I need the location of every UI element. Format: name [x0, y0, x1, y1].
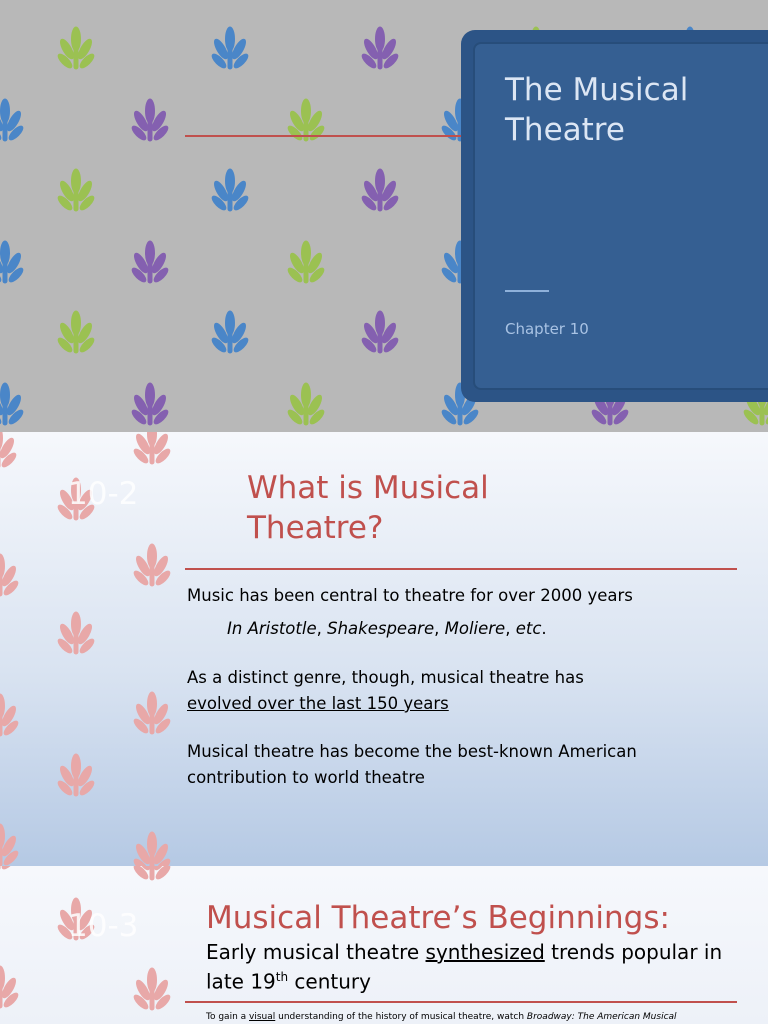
- example-shakespeare: Shakespeare: [327, 619, 435, 638]
- example-aristotle: In Aristotle: [227, 619, 317, 638]
- body-text: century: [288, 969, 371, 994]
- green-leaf-icon: [56, 27, 96, 70]
- body-text: Early musical theatre: [206, 940, 426, 964]
- purple-leaf-icon: [360, 311, 400, 354]
- title-rule: [185, 568, 737, 570]
- blue-leaf-icon: [0, 383, 25, 426]
- bullet-american-contribution: Musical theatre has become the best-known American contribution to world theatre: [187, 742, 637, 787]
- slide-number: 10-3: [68, 908, 139, 944]
- blue-leaf-icon: [0, 241, 25, 284]
- pink-leaf-icon: [132, 544, 172, 587]
- note-underlined: visual: [249, 1012, 276, 1022]
- content-slide-beginnings: [0, 866, 768, 1024]
- purple-leaf-icon: [360, 169, 400, 212]
- title-slide: [0, 0, 768, 432]
- separator: ,: [434, 619, 445, 638]
- slide-title: Musical Theatre’s Beginnings:: [206, 900, 670, 936]
- note-text: To gain a: [206, 1012, 250, 1022]
- blue-leaf-icon: [210, 169, 250, 212]
- purple-leaf-icon: [130, 383, 170, 426]
- ordinal-suffix: th: [275, 970, 289, 984]
- pink-leaf-icon: [0, 866, 18, 871]
- green-leaf-icon: [286, 241, 326, 284]
- pink-leaf-icon: [56, 754, 96, 797]
- bullet-music-central: Music has been central to theatre for over 2000 years: [187, 586, 633, 605]
- slide-number: 10-2: [68, 476, 139, 512]
- pink-leaf-icon: [132, 432, 172, 465]
- separator: ,: [316, 619, 328, 638]
- body-underlined: synthesized: [425, 940, 545, 964]
- period: .: [541, 619, 547, 638]
- note-film-title: Broadway: The American Musical: [526, 1012, 677, 1022]
- content-slide-what-is-musical-theatre: [0, 432, 768, 866]
- purple-leaf-icon: [360, 27, 400, 70]
- pink-leaf-icon: [132, 968, 172, 1011]
- pink-leaf-icon: [0, 432, 18, 469]
- title-accent-line: [185, 135, 465, 137]
- body-text: trends popular in late 19: [206, 940, 723, 994]
- note-text: understanding of the history of musical theatre, watch: [275, 1012, 527, 1022]
- viewing-note: [206, 1012, 677, 1022]
- bullet-synthesized: [206, 940, 746, 995]
- green-leaf-icon: [56, 169, 96, 212]
- blue-leaf-icon: [210, 311, 250, 354]
- genre-underlined-text: evolved over the last 150 years: [187, 694, 449, 713]
- example-etc: etc: [515, 619, 542, 638]
- title-divider: [505, 290, 549, 292]
- pink-leaf-icon: [132, 832, 172, 866]
- blue-leaf-icon: [210, 27, 250, 70]
- bullet-examples: [227, 616, 768, 642]
- pink-leaf-icon: [56, 612, 96, 655]
- slide-title: What is Musical Theatre?: [247, 470, 489, 546]
- pink-leaf-icon: [132, 692, 172, 735]
- pink-leaf-icon: [0, 554, 20, 597]
- pink-leaf-icon: [132, 866, 172, 881]
- purple-leaf-icon: [130, 241, 170, 284]
- deck-title: The Musical Theatre: [505, 72, 689, 148]
- green-leaf-icon: [286, 383, 326, 426]
- green-leaf-icon: [56, 311, 96, 354]
- pink-leaf-icon: [0, 694, 20, 737]
- bullet-distinct-genre: [187, 665, 737, 717]
- example-moliere: Moliere: [444, 619, 506, 638]
- pink-leaf-icon: [0, 824, 20, 866]
- deck-subtitle: Chapter 10: [505, 320, 589, 338]
- title-rule: [185, 1001, 737, 1003]
- purple-leaf-icon: [130, 99, 170, 142]
- genre-lead-text: As a distinct genre, though, musical theatre has: [187, 668, 584, 687]
- blue-leaf-icon: [0, 99, 25, 142]
- pink-leaf-icon: [0, 966, 20, 1009]
- separator: ,: [505, 619, 516, 638]
